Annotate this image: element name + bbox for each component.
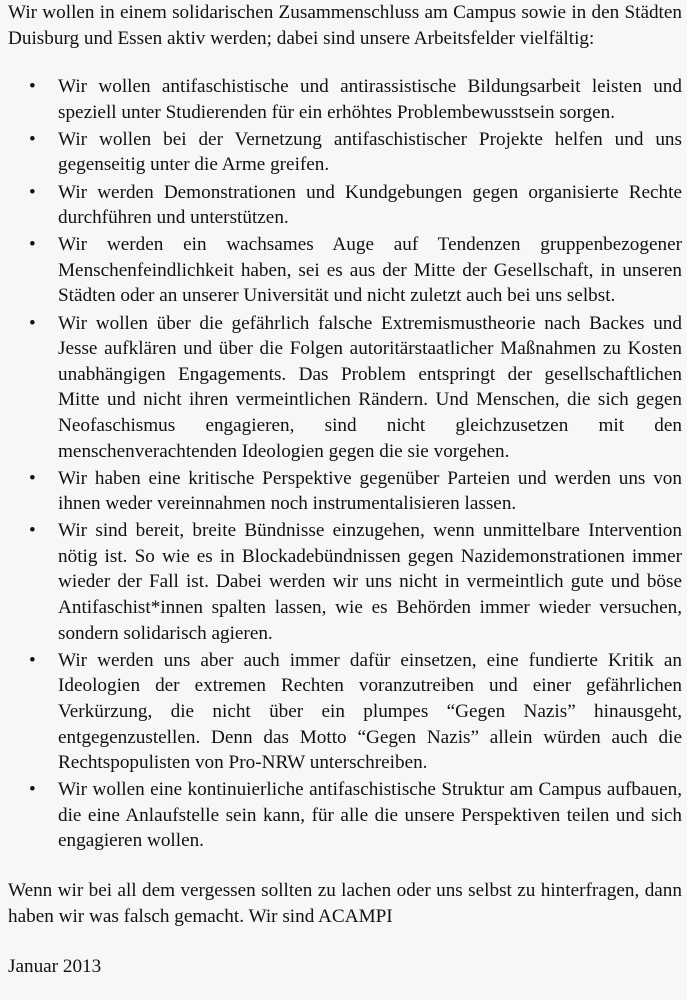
list-item-text: Wir werden Demonstrationen und Kundgebungen gegen organisierte Rechte durchführen und unterstützen. xyxy=(58,181,682,229)
list-item-text: Wir werden uns aber auch immer dafür einsetzen, eine fundierte Kritik an Ideologien der extremen Rechten voranzutreiben und einer gefährlichen Verkürzung, die nicht über ein plumpes “Gegen Nazis” hinausgeht, entgegenzustellen. Denn das Motto “Gegen Nazis” allein würden auch die Rechtspopulisten von Pro-NRW unterschreiben. xyxy=(58,649,682,774)
bullet-icon: • xyxy=(29,467,36,489)
list-item-text: Wir sind bereit, breite Bündnisse einzugehen, wenn unmittelbare Intervention nötig ist. So wie es in Blockadebündnissen gegen Nazidemonstrationen immer wieder der Fall ist. Dabei werden wir uns nicht in vermeintlich gute und böse Antifaschist*innen spalten lassen, wie es Behörden immer wieder versuchen, sondern solidarisch agieren. xyxy=(58,520,682,644)
list-item xyxy=(8,180,682,231)
list-item xyxy=(8,311,682,465)
list-item-text: Wir wollen über die gefährlich falsche Extremismustheorie nach Backes und Jesse aufklären und über die Folgen autoritärstaatlicher Maßnahmen zu Kosten unabhängigen Engagements. Das Problem entspringt der gesellschaftlichen Mitte und nicht ihren vermeintlichen Rändern. Und Menschen, die sich gegen Neofaschismus engagieren, sind nicht gleichzusetzen mit den menschenverachtenden Ideologien gegen die sie vorgehen. xyxy=(58,312,682,462)
goals-list xyxy=(8,74,682,854)
list-item xyxy=(8,648,682,776)
list-item xyxy=(8,74,682,125)
closing-paragraph: Wenn wir bei all dem vergessen sollten zu lachen oder uns selbst zu hinterfragen, dann haben wir was falsch gemacht. Wir sind ACAMPI xyxy=(8,880,682,927)
list-item xyxy=(8,518,682,646)
bullet-icon: • xyxy=(29,520,36,542)
bullet-icon: • xyxy=(29,76,36,98)
list-item-text: Wir haben eine kritische Perspektive gegenüber Parteien und werden uns von ihnen weder vereinnahmen noch instrumentalisieren lassen. xyxy=(58,467,682,515)
list-item xyxy=(8,127,682,178)
bullet-icon: • xyxy=(29,181,36,203)
intro-paragraph: Wir wollen in einem solidarischen Zusammenschluss am Campus sowie in den Städten Duisburg und Essen aktiv werden; dabei sind unsere Arbeitsfelder vielfältig: xyxy=(8,2,682,49)
bullet-icon: • xyxy=(29,779,36,801)
document-date: Januar 2013 xyxy=(8,956,102,978)
list-item-text: Wir wollen bei der Vernetzung antifaschistischer Projekte helfen und uns gegenseitig unter die Arme greifen. xyxy=(58,128,682,176)
bullet-icon: • xyxy=(29,649,36,671)
list-item-text: Wir wollen eine kontinuierliche antifaschistische Struktur am Campus aufbauen, die eine Anlaufstelle sein kann, für alle die unsere Perspektiven teilen und sich engagieren wollen. xyxy=(58,779,682,852)
list-item xyxy=(8,466,682,517)
bullet-icon: • xyxy=(29,128,36,150)
list-item xyxy=(8,777,682,854)
list-item-text: Wir wollen antifaschistische und antirassistische Bildungsarbeit leisten und speziell unter Studierenden für ein erhöhtes Problembewusstsein sorgen. xyxy=(58,76,682,123)
list-item xyxy=(8,232,682,309)
list-item-text: Wir werden ein wachsames Auge auf Tendenzen gruppenbezogener Menschenfeindlichkeit haben, sei es aus der Mitte der Gesellschaft, in unseren Städten oder an unserer Universität und nicht zuletzt auch bei uns selbst. xyxy=(58,234,682,307)
bullet-icon: • xyxy=(29,234,36,256)
bullet-icon: • xyxy=(29,312,36,334)
document-page xyxy=(8,0,682,980)
